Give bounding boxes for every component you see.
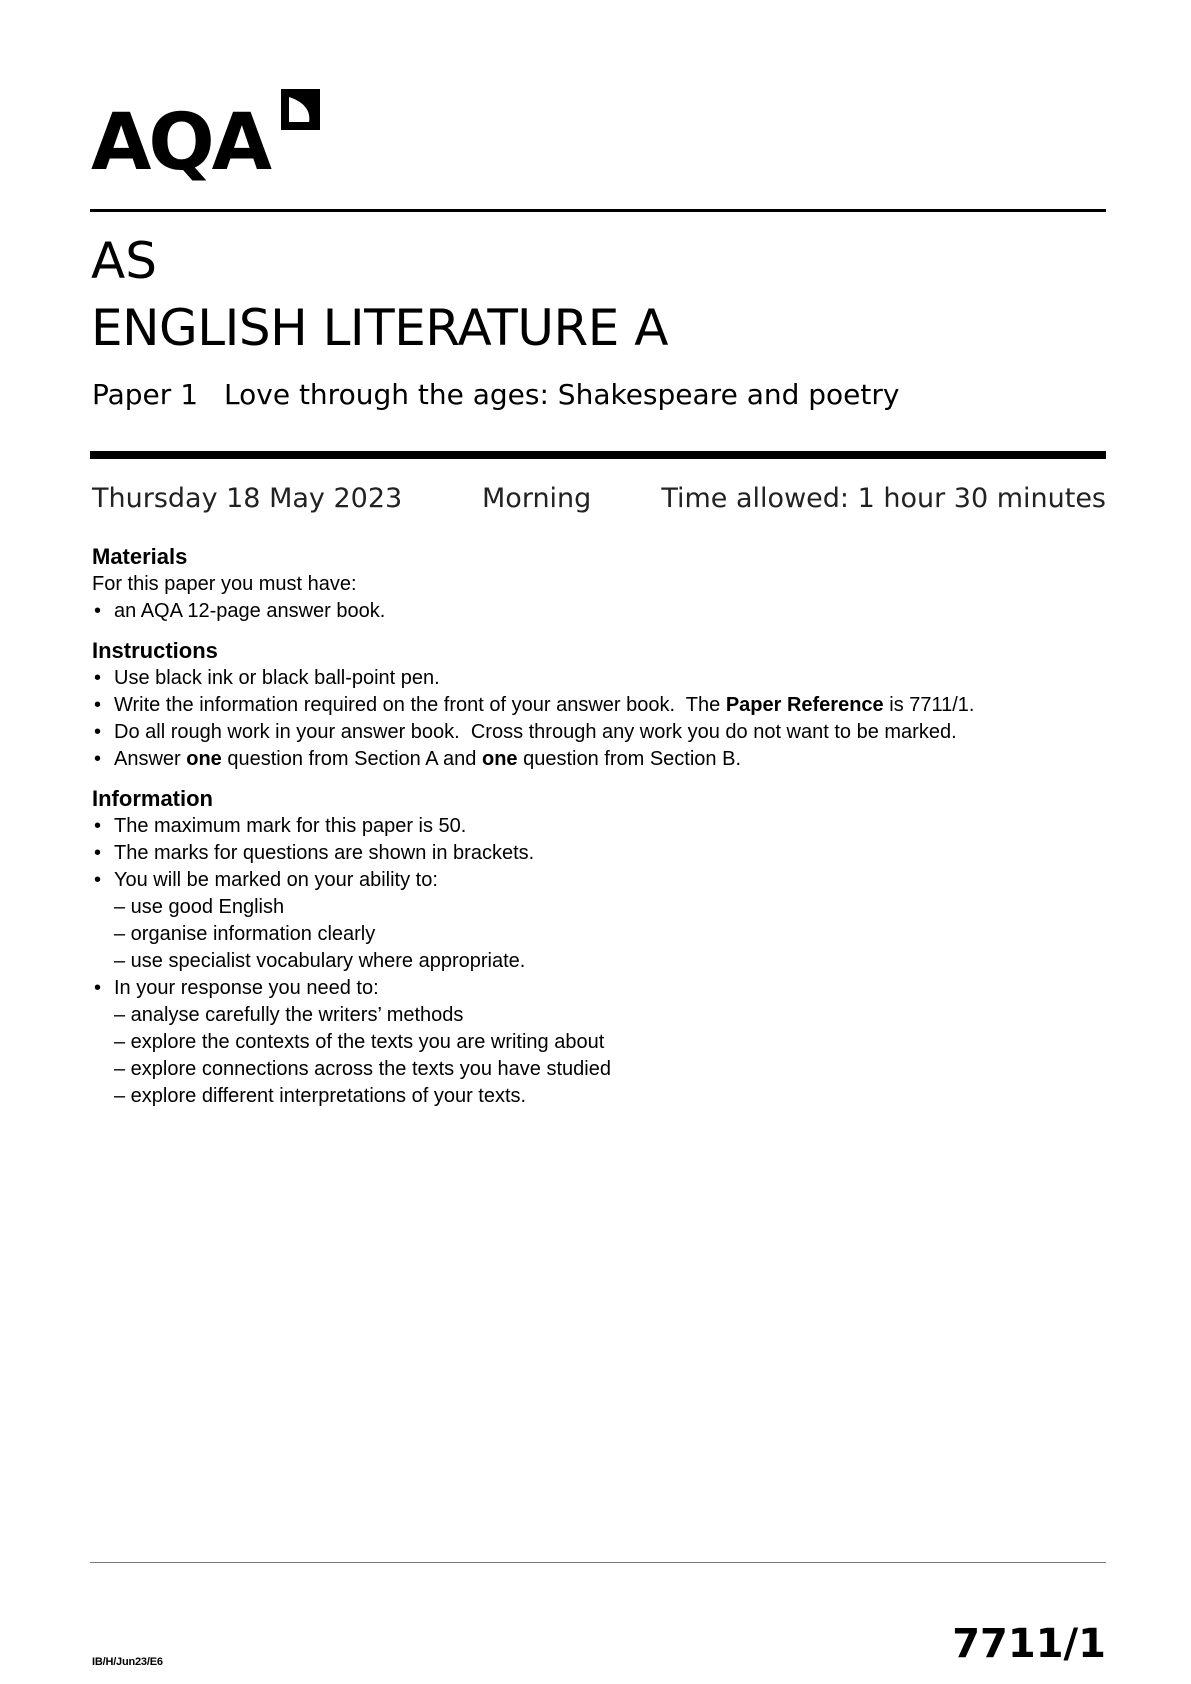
emphasis-one: one <box>481 748 518 770</box>
cover-sections <box>92 543 1102 1122</box>
materials-intro: For this paper you must have: <box>92 573 357 595</box>
time-allowed: Time allowed: 1 hour 30 minutes <box>661 483 1106 514</box>
exam-session: Morning <box>482 483 592 514</box>
instruction-item <box>92 692 1102 719</box>
document-reference: IB/H/Jun23/E6 <box>92 1656 163 1668</box>
instruction-text: is 7711/1. <box>883 694 975 716</box>
thick-divider <box>90 451 1106 459</box>
sub-item: – explore different interpretations of your texts. <box>114 1085 527 1107</box>
logo-text: AQA <box>91 98 270 188</box>
information-item <box>92 867 1102 894</box>
qualification-level: AS <box>91 232 157 290</box>
instruction-text: Write the information required on the front of your answer book. The <box>114 694 726 716</box>
information-item <box>92 975 1102 1002</box>
sub-item: – use good English <box>114 896 285 918</box>
materials-heading: Materials <box>92 544 188 569</box>
instructions-heading: Instructions <box>92 638 218 663</box>
sub-item: – explore connections across the texts you have studied <box>114 1058 611 1080</box>
exam-details-row <box>92 485 1106 519</box>
paper-reference-label: Paper Reference <box>725 694 884 716</box>
emphasis-one: one <box>186 748 222 770</box>
instructions-list <box>92 665 1102 773</box>
paper-title: Love through the ages: Shakespeare and poetry <box>224 378 900 411</box>
sub-item: – analyse carefully the writers’ methods <box>114 1004 464 1026</box>
instruction-item <box>92 746 1102 773</box>
sub-item: – explore the contexts of the texts you are writing about <box>114 1031 605 1053</box>
instruction-text: Answer <box>114 748 187 770</box>
aqa-leaf-icon <box>275 86 323 141</box>
materials-section <box>92 543 1102 625</box>
paper-number: Paper 1 <box>92 378 199 411</box>
paper-line <box>92 378 900 411</box>
top-divider <box>90 209 1106 212</box>
materials-list <box>92 598 1102 625</box>
instruction-item: • Do all rough work in your answer book. Cross through any work you do not want to be marked. <box>92 719 1102 746</box>
information-text: • In your response you need to: <box>114 977 379 999</box>
instruction-text: question from Section B. <box>517 748 741 770</box>
footer-divider <box>90 1562 1106 1563</box>
sub-item: – use specialist vocabulary where appropriate. <box>114 950 526 972</box>
subject-title: ENGLISH LITERATURE A <box>91 299 668 357</box>
instructions-section <box>92 637 1102 773</box>
instruction-item: • Use black ink or black ball-point pen. <box>92 665 1102 692</box>
information-section <box>92 785 1102 1110</box>
information-list <box>92 813 1102 1110</box>
paper-code: 7711/1 <box>952 1621 1106 1667</box>
information-item: • The marks for questions are shown in brackets. <box>92 840 1102 867</box>
exam-date: Thursday 18 May 2023 <box>92 483 403 514</box>
aqa-logo <box>91 86 323 188</box>
materials-item: • an AQA 12-page answer book. <box>92 598 1102 625</box>
information-heading: Information <box>92 786 213 811</box>
instruction-text: question from Section A and <box>221 748 482 770</box>
information-item: • The maximum mark for this paper is 50. <box>92 813 1102 840</box>
sub-item: – organise information clearly <box>114 923 376 945</box>
information-text: • You will be marked on your ability to: <box>114 869 438 891</box>
